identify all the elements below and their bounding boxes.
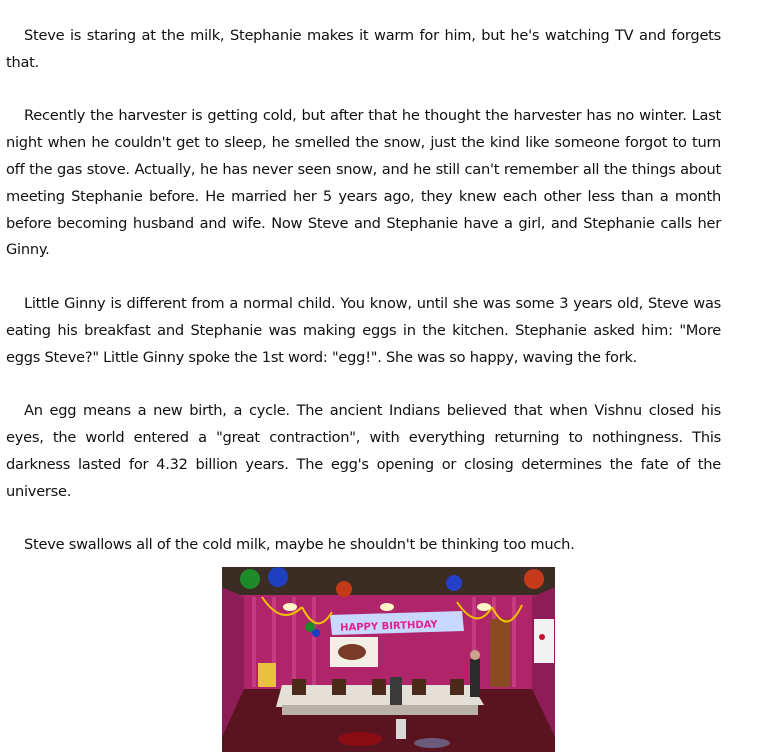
paragraph-5: Steve swallows all of the cold milk, maybe he shouldn't be thinking too much. — [24, 536, 575, 554]
balloon — [446, 575, 462, 591]
paragraph-4: An egg means a new birth, a cycle. The ancient Indians believed that when Vishnu closed his eyes, the world entered a "great contraction", with everything returning to nothingness. This darkness lasted for 4.32 billion years. The egg's opening or closing determines the fate of the universe. — [6, 402, 721, 500]
article-body — [6, 23, 721, 559]
chair — [450, 679, 464, 695]
figure — [470, 659, 480, 697]
balloon — [268, 567, 288, 587]
banner-text: HAPPY BIRTHDAY — [339, 619, 438, 634]
figure — [390, 677, 402, 705]
poster-right — [534, 619, 554, 663]
poster-left — [258, 663, 276, 687]
chair — [372, 679, 386, 695]
birthday-party-illustration — [222, 567, 555, 752]
balloon — [524, 569, 544, 589]
paragraph-3: Little Ginny is different from a normal child. You know, until she was some 3 years old, Steve was eating his breakfast and Stephanie was making eggs in the kitchen. Stephanie asked him: "More eggs Steve?" Little Ginny spoke the 1st word: "egg!". She was so happy, waving the fork. — [6, 294, 721, 366]
chair — [292, 679, 306, 695]
balloon — [336, 581, 352, 597]
chair — [332, 679, 346, 695]
figure-floor — [396, 719, 406, 739]
balloon — [312, 629, 320, 637]
door — [490, 619, 510, 687]
paragraph-2: Recently the harvester is getting cold, but after that he thought the harvester has no winter. Last night when he couldn't get to sleep, he smelled the snow, just the kind like someone forgot to turn off the gas stove. Actually, he has never seen snow, and he still can't remember all the things about meeting Stephanie before. He married her 5 years ago, they knew each other less than a month before becoming husband and wife. Now Steve and Stephanie have a girl, and Stephanie calls her Ginny. — [6, 107, 721, 259]
balloon — [240, 569, 260, 589]
ceiling-lamp — [477, 603, 491, 611]
ceiling-lamp — [283, 603, 297, 611]
floor-splatter — [338, 732, 382, 746]
ceiling-lamp — [380, 603, 394, 611]
paragraph-1: Steve is staring at the milk, Stephanie makes it warm for him, but he's watching TV and forgets that. — [6, 27, 721, 71]
chair — [412, 679, 426, 695]
